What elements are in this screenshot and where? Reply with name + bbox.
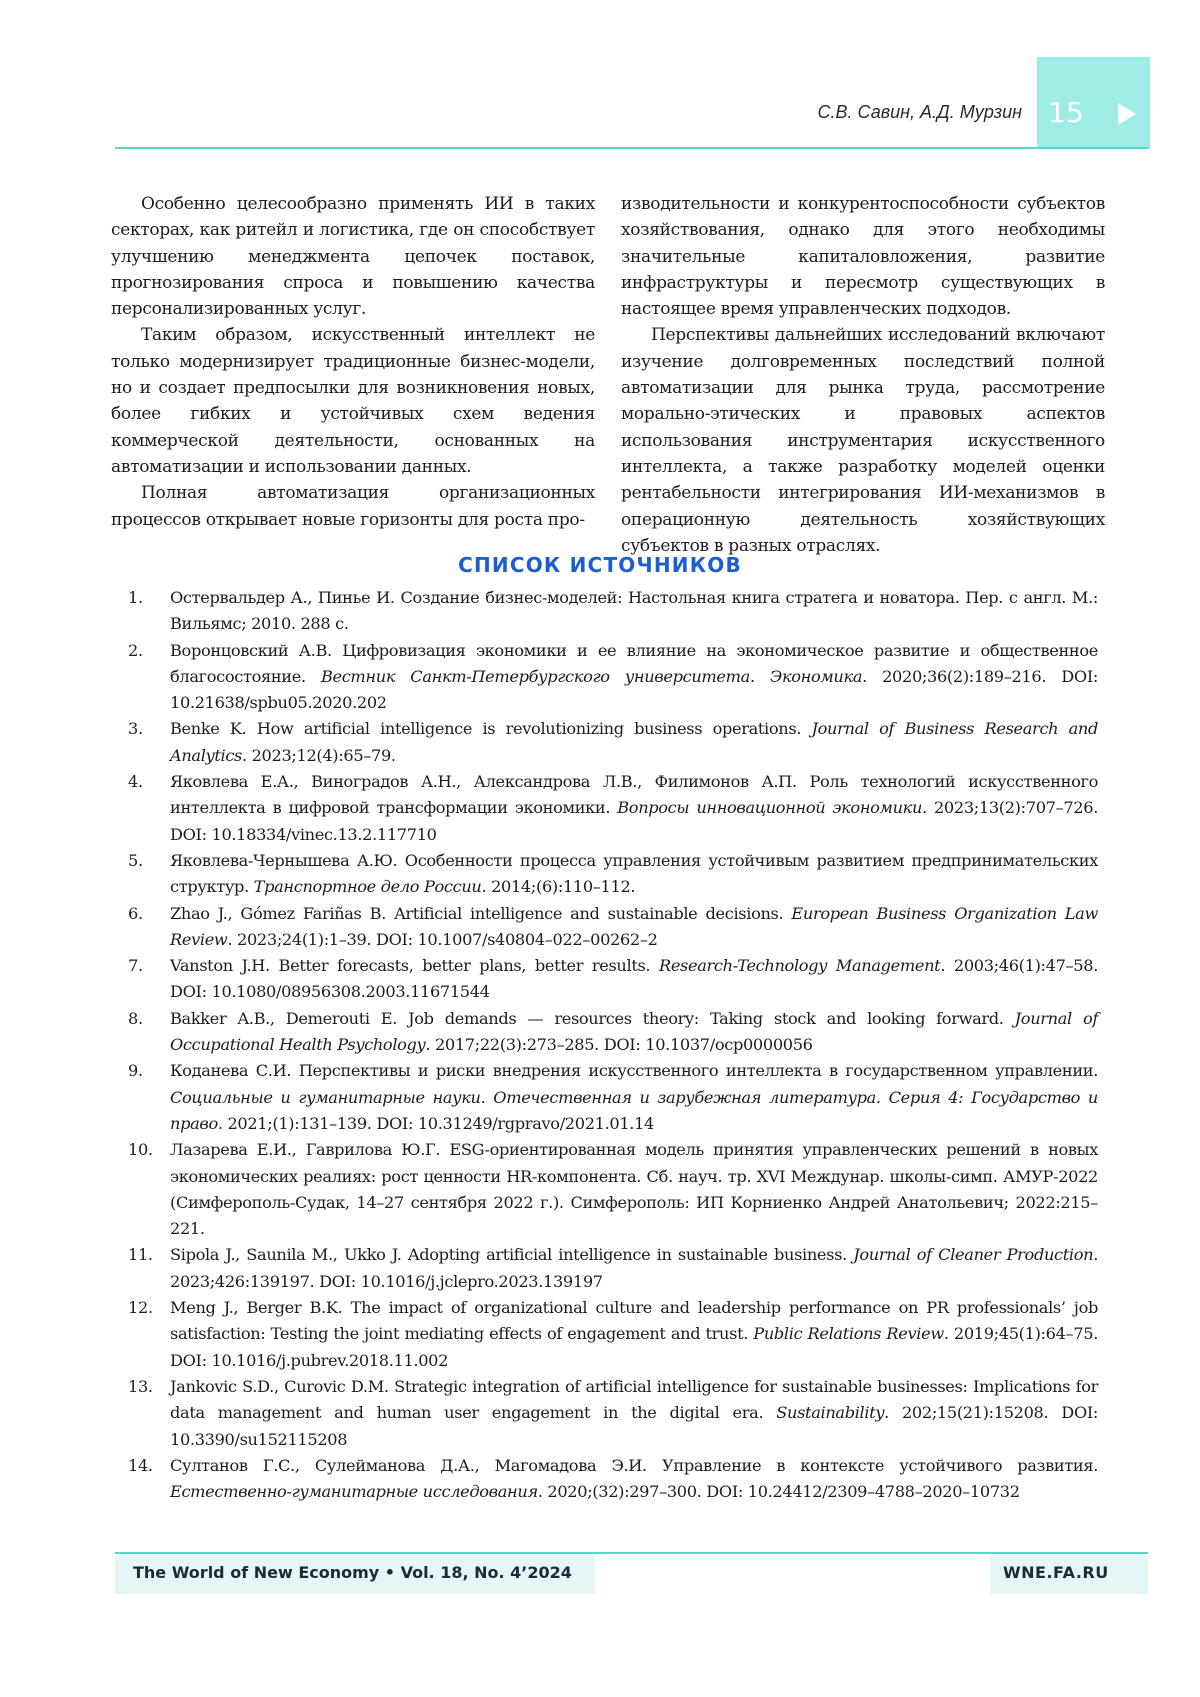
- reference-item: [128, 769, 1098, 848]
- reference-text: Воронцовский А.В. Цифровизация экономики и ее влияние на экономическое развитие и общественное благосостояние.: [170, 640, 1098, 686]
- reference-item: [128, 848, 1098, 901]
- paragraph: Таким образом, искусственный интеллект не только модернизирует традиционные бизнес-модели, но и создает предпосылки для возникновения новых, более гибких и устойчивых схем ведения коммерческой деятельности, основанных на автоматизации и использовании данных.: [111, 325, 595, 477]
- reference-source: Естественно-гуманитарные исследования: [170, 1482, 538, 1502]
- reference-source: Транспортное дело России.: [253, 877, 487, 897]
- reference-number: 6.: [128, 903, 143, 923]
- reference-tail: 2023;13(2):707–726. DOI: 10.18334/vinec.13.2.117710: [170, 798, 1098, 844]
- footer-rule: [115, 1552, 1148, 1554]
- reference-source: Вопросы инновационной экономики.: [617, 798, 927, 818]
- reference-item: [128, 585, 1098, 638]
- reference-source: Journal of Business Research and Analytics: [170, 719, 1099, 765]
- reference-number: 9.: [128, 1061, 143, 1081]
- reference-item: [128, 1374, 1098, 1453]
- reference-source: European Business Organization Law Review: [170, 903, 1098, 949]
- footer-journal-title: The World of New Economy • Vol. 18, No. 4’2024: [133, 1563, 572, 1582]
- body-column-left: [111, 191, 595, 533]
- references-list: [128, 585, 1098, 1505]
- reference-number: 10.: [128, 1140, 153, 1160]
- reference-number: 1.: [128, 588, 143, 607]
- reference-text: Bakker A.B., Demerouti E. Job demands — resources theory: Taking stock and looking forward.: [170, 1008, 1015, 1028]
- paragraph: изводительности и конкурентоспособности субъектов хозяйствования, однако для этого необходимы значительные капиталовложения, развитие инфраструктуры и пересмотр существующих в настоящее время управленческих подходов.: [621, 194, 1105, 320]
- paragraph: Полная автоматизация организационных процессов открывает новые горизонты для роста про-: [111, 483, 595, 530]
- reference-tail: 2020;36(2):189–216. DOI: 10.21638/spbu05.2020.202: [170, 666, 1099, 713]
- page-number: 15: [1048, 96, 1084, 129]
- reference-number: 4.: [128, 772, 143, 792]
- reference-tail: . 2003;46(1):47–58. DOI: 10.1080/08956308.2003.11671544: [170, 956, 1098, 1002]
- reference-source: Вестник Санкт-Петербургского университета. Экономика.: [320, 666, 867, 686]
- paragraph: Особенно целесообразно применять ИИ в таких секторах, как ритейл и логистика, где он способствует улучшению менеджмента цепочек поставок, прогнозирования спроса и повышению качества персонализированных услуг.: [111, 194, 595, 320]
- reference-text: Лазарева Е.И., Гаврилова Ю.Г. ESG-ориентированная модель принятия управленческих решений в новых экономических реалиях: рост ценности HR-компонента. Сб. науч. тр. XVI Междунар. школы-симп. АМУР-2022 (Симферополь-Судак, 14–27 сентября 2022 г.). Симферополь: ИП Корниенко Андрей Анатольевич; 2022:215–221.: [170, 1140, 1098, 1239]
- reference-item: [128, 1058, 1098, 1137]
- reference-text: Benke K. How artificial intelligence is revolutionizing business operations.: [170, 719, 812, 739]
- reference-item: [128, 901, 1098, 954]
- reference-tail: . 2019;45(1):64–75. DOI: 10.1016/j.pubrev.2018.11.002: [170, 1324, 1098, 1370]
- reference-number: 3.: [128, 719, 143, 739]
- reference-source: Journal of Occupational Health Psychology: [170, 1008, 1098, 1055]
- reference-source: Research-Technology Management: [658, 956, 941, 976]
- reference-text: Яковлева Е.А., Виноградов А.Н., Александрова Л.В., Филимонов А.П. Роль технологий искусственного интеллекта в цифровой трансформации экономики.: [170, 772, 1098, 818]
- reference-number: 5.: [128, 850, 143, 870]
- reference-item: [128, 638, 1098, 717]
- reference-number: 12.: [128, 1298, 153, 1318]
- body-column-right: [621, 191, 1105, 559]
- reference-text: Jankovic S.D., Curovic D.M. Strategic integration of artificial intelligence for sustainable businesses: Implications for data management and human user engagement in the digital era.: [170, 1376, 1098, 1423]
- reference-tail: . 2017;22(3):273–285. DOI: 10.1037/ocp0000056: [425, 1035, 813, 1055]
- reference-text: Остервальдер А., Пинье И. Создание бизнес-моделей: Настольная книга стратега и новатора. Пер. с англ. М.: Вильямс; 2010. 288 с.: [170, 588, 1098, 634]
- reference-tail: 2014;(6):110–112.: [486, 877, 636, 897]
- reference-text: Meng J., Berger B.K. The impact of organizational culture and leadership performance on PR professionals’ job satisfaction: Testing the joint mediating effects of engagement and trust.: [170, 1298, 1098, 1344]
- reference-number: 8.: [128, 1008, 143, 1028]
- reference-source: Public Relations Review: [753, 1324, 944, 1344]
- reference-number: 14.: [128, 1455, 153, 1475]
- header-rule: [115, 147, 1148, 149]
- paragraph: Перспективы дальнейших исследований включают изучение долговременных последствий полной автоматизации для рынка труда, рассмотрение морально-этических и правовых аспектов использования инструментария искусственного интеллекта, а также разработку моделей оценки рентабельности интегрирования ИИ-механизмов в операционную деятельность хозяйствующих субъектов в разных отраслях.: [621, 325, 1105, 556]
- reference-tail: . 2021;(1):131–139. DOI: 10.31249/rgpravo/2021.01.14: [217, 1113, 654, 1133]
- reference-item: [128, 1242, 1098, 1295]
- reference-source: Journal of Cleaner Production: [853, 1245, 1094, 1265]
- next-arrow-icon[interactable]: [1118, 103, 1136, 125]
- reference-source: Sustainability: [776, 1403, 885, 1423]
- reference-number: 11.: [128, 1245, 153, 1265]
- footer-site-link[interactable]: WNE.FA.RU: [1003, 1563, 1109, 1582]
- reference-number: 13.: [128, 1376, 153, 1396]
- reference-text: Яковлева-Чернышева А.Ю. Особенности процесса управления устойчивым развитием предпринимательских структур.: [170, 850, 1098, 897]
- reference-tail: . 2023;24(1):1–39. DOI: 10.1007/s40804–022–00262–2: [227, 929, 658, 949]
- reference-text: Zhao J., Gómez Fariñas B. Artificial intelligence and sustainable decisions.: [170, 903, 792, 923]
- running-head-authors: С.В. Савин, А.Д. Мурзин: [817, 102, 1022, 122]
- reference-source: Социальные и гуманитарные науки. Отечественная и зарубежная литература. Серия 4: Государство и право: [170, 1087, 1098, 1133]
- reference-tail: . 2023;12(4):65–79.: [242, 745, 396, 765]
- references-title: СПИСОК ИСТОЧНИКОВ: [458, 553, 742, 577]
- reference-text: Коданева С.И. Перспективы и риски внедрения искусственного интеллекта в государственном управлении.: [170, 1061, 1098, 1081]
- reference-text: Vanston J.H. Better forecasts, better plans, better results.: [170, 956, 659, 976]
- reference-item: [128, 1006, 1098, 1059]
- reference-number: 2.: [128, 640, 143, 660]
- reference-text: Sipola J., Saunila M., Ukko J. Adopting artificial intelligence in sustainable business.: [170, 1245, 854, 1265]
- reference-tail: . 2023;426:139197. DOI: 10.1016/j.jclepro.2023.139197: [170, 1245, 1098, 1291]
- reference-text: Султанов Г.С., Сулейманова Д.А., Магомадова Э.И. Управление в контексте устойчивого развития.: [170, 1455, 1098, 1475]
- reference-tail: . 2020;(32):297–300. DOI: 10.24412/2309–4788–2020–10732: [537, 1482, 1020, 1502]
- reference-item: [128, 1137, 1098, 1242]
- reference-item: [128, 716, 1098, 769]
- reference-item: [128, 1295, 1098, 1374]
- reference-number: 7.: [128, 956, 143, 976]
- reference-item: [128, 1453, 1098, 1506]
- reference-item: [128, 953, 1098, 1006]
- reference-tail: . 202;15(21):15208. DOI: 10.3390/su152115208: [170, 1403, 1099, 1449]
